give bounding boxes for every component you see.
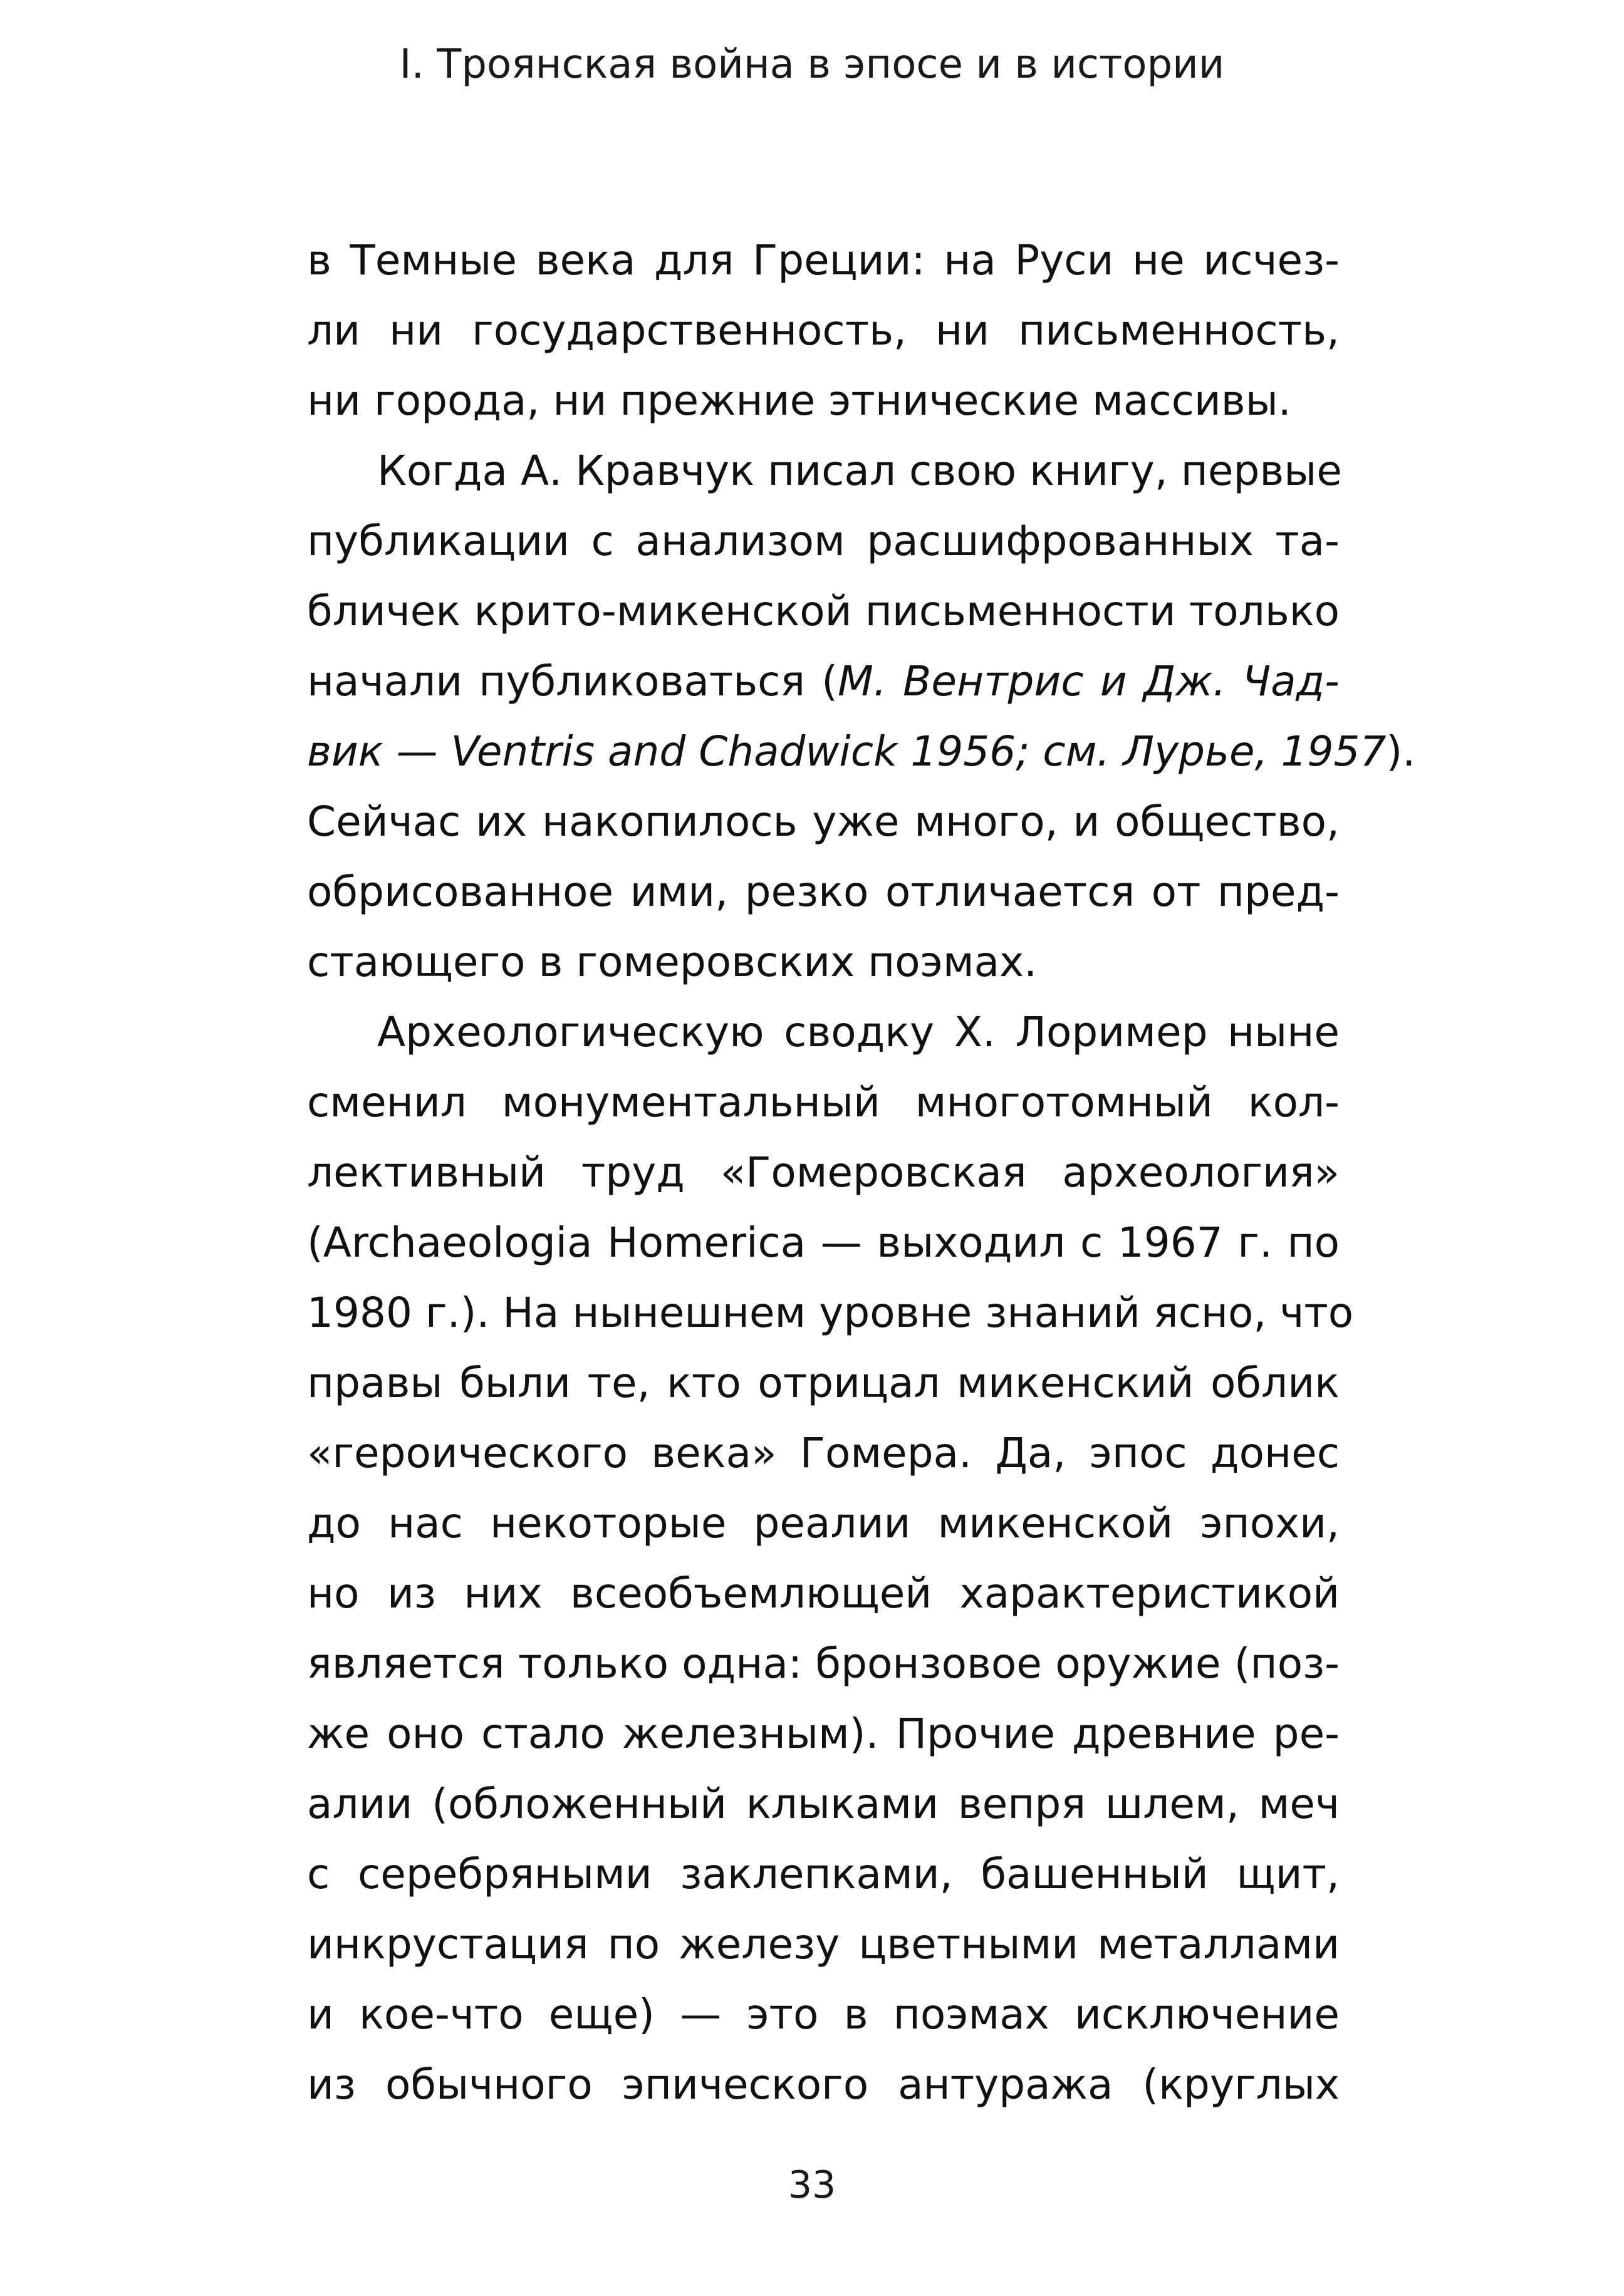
text-line: обрисованное ими, резко отличается от пред- bbox=[307, 868, 1340, 916]
text-line: ни города, ни прежние этнические массивы. bbox=[307, 377, 1291, 425]
text-line: Археологическую сводку Х. Лоример ныне bbox=[377, 1008, 1340, 1056]
text-line: с серебряными заклепками, башенный щит, bbox=[307, 1850, 1340, 1898]
text-line: бличек крито-микенской письменности только bbox=[307, 587, 1340, 635]
text-line: до нас некоторые реалии микенской эпохи, bbox=[307, 1499, 1340, 1547]
text-line: Сейчас их накопилось уже много, и общество, bbox=[307, 797, 1340, 846]
citation-italic: вик — Ventris and Chadwick 1956; см. Лурье, 1957 bbox=[307, 727, 1387, 776]
text-line: из обычного эпического антуража (круглых bbox=[307, 2060, 1340, 2109]
citation-italic: М. Вентрис и Дж. Чад- bbox=[838, 657, 1340, 705]
text-line: «героического века» Гомера. Да, эпос донес bbox=[307, 1429, 1340, 1477]
text-line: алии (обложенный клыками вепря шлем, меч bbox=[307, 1780, 1340, 1828]
text-line: и кое-что еще) — это в поэмах исключение bbox=[307, 1990, 1340, 2039]
text-line: ли ни государственность, ни письменность, bbox=[307, 306, 1340, 355]
text-line: лективный труд «Гомеровская археология» bbox=[307, 1148, 1340, 1197]
text-line: инкрустация по железу цветными металлами bbox=[307, 1920, 1340, 1968]
text-run: начали публиковаться ( bbox=[307, 657, 838, 705]
text-line: публикации с анализом расшифрованных та- bbox=[307, 517, 1340, 565]
text-line: в Темные века для Греции: на Руси не исчез- bbox=[307, 236, 1340, 284]
text-line: является только одна: бронзовое оружие (поз- bbox=[307, 1639, 1340, 1688]
text-run: ). bbox=[1386, 727, 1416, 776]
text-line: стающего в гомеровских поэмах. bbox=[307, 938, 1038, 986]
text-line: Когда А. Кравчук писал свою книгу, первые bbox=[377, 447, 1342, 495]
text-line: же оно стало железным). Прочие древние ре- bbox=[307, 1710, 1340, 1758]
text-line: 1980 г.). На нынешнем уровне знаний ясно, что bbox=[307, 1289, 1354, 1337]
running-title: I. Троянская война в эпосе и в истории bbox=[399, 41, 1225, 88]
text-line bbox=[307, 647, 1340, 717]
body-text bbox=[307, 226, 1416, 2120]
page-number: 33 bbox=[788, 2163, 836, 2207]
text-line: (Archaeologia Homerica — выходил с 1967 г. по bbox=[307, 1218, 1340, 1267]
text-line: правы были те, кто отрицал микенский облик bbox=[307, 1359, 1340, 1407]
text-line: сменил монументальный многотомный кол- bbox=[307, 1078, 1340, 1126]
text-line bbox=[307, 717, 1416, 787]
text-line: но из них всеобъемлющей характеристикой bbox=[307, 1569, 1340, 1618]
